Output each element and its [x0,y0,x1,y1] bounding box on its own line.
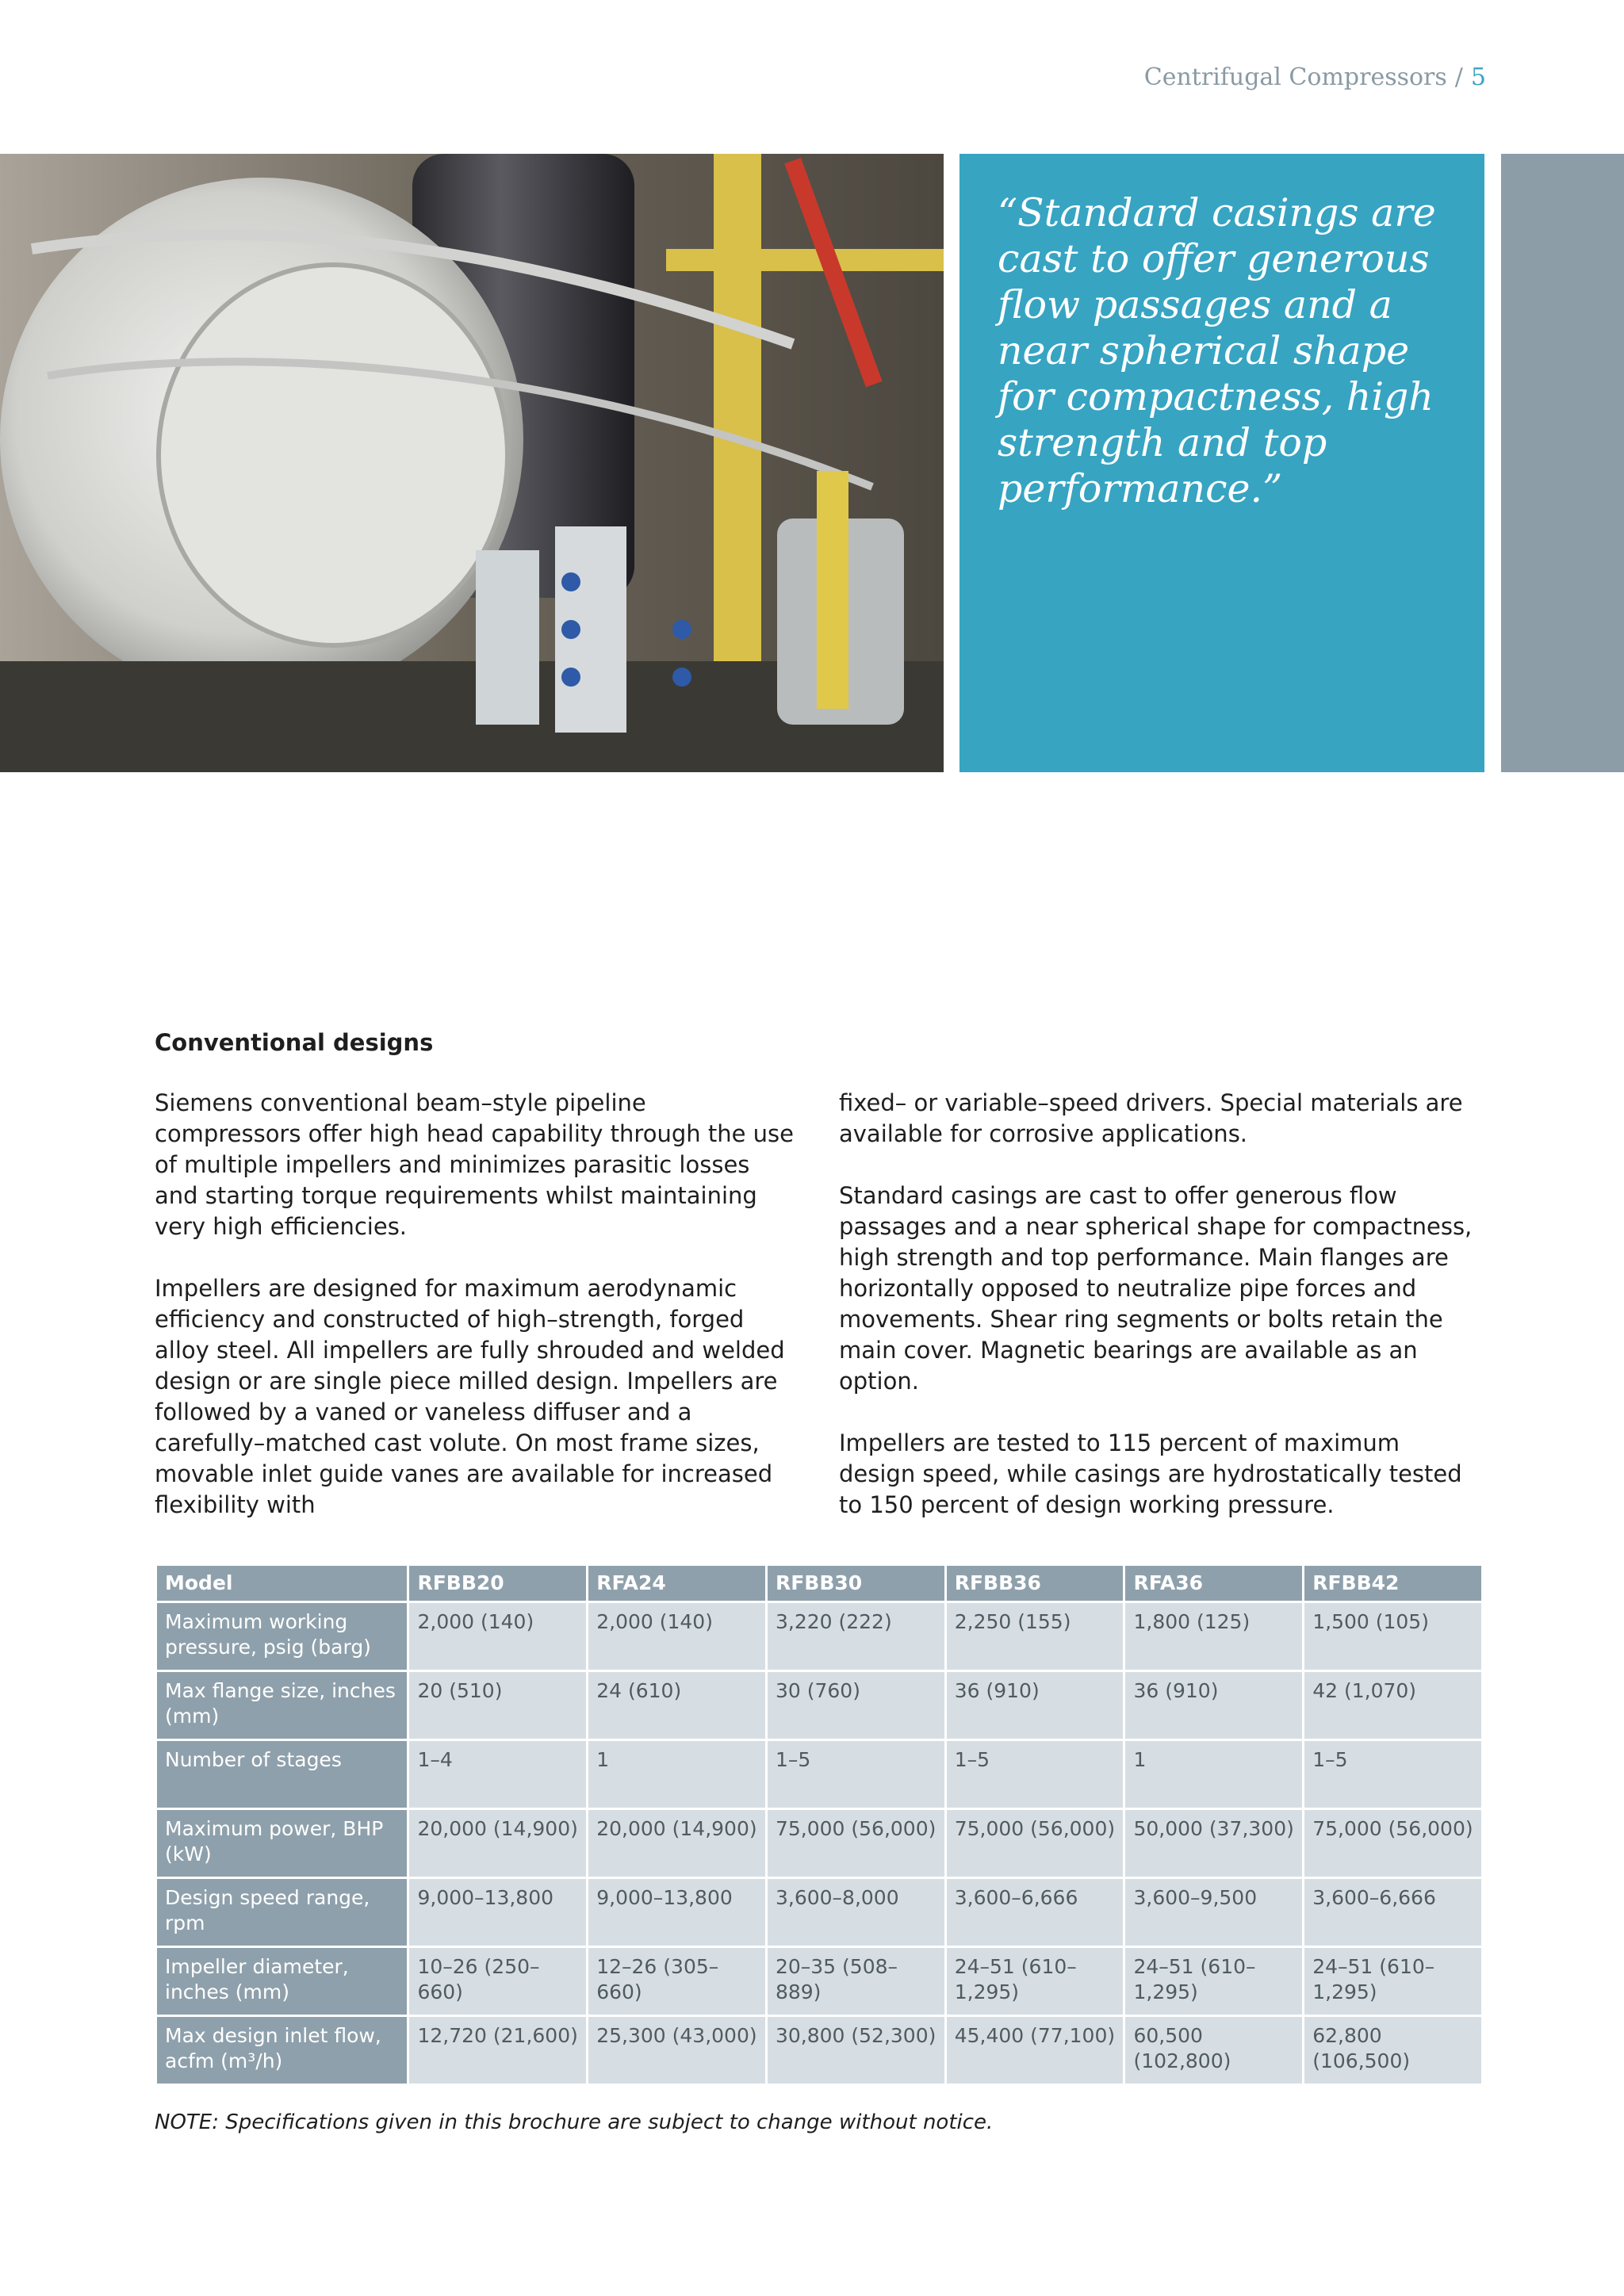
body-column-right [839,1088,1481,1552]
table-cell: 45,400 (77,100) [947,2017,1124,2084]
table-cell: 3,600–9,500 [1125,1879,1302,1946]
table-cell: 1,500 (105) [1304,1603,1481,1670]
table-cell: 3,600–6,666 [1304,1879,1481,1946]
table-cell: 2,000 (140) [409,1603,586,1670]
row-label: Maximum working pressure, psig (barg) [157,1603,407,1670]
table-cell: 20,000 (14,900) [588,1810,765,1877]
pull-quote-text: “Standard casings are cast to offer generous flow passages and a near spherical shape for compactness, high strength and top performance.” [998,190,1436,511]
table-cell: 1,800 (125) [1125,1603,1302,1670]
header-title: Centrifugal Compressors [1143,63,1447,91]
table-cell: 20 (510) [409,1672,586,1739]
body-paragraph: Standard casings are cast to offer generous flow passages and a near spherical shape for compactness, high strength and top performance. Main flanges are horizontally opposed to neutralize pipe forces and movements. Shear ring segments or bolts retain the main cover. Magnetic bearings are available as an option. [839,1182,1473,1395]
table-cell: 20,000 (14,900) [409,1810,586,1877]
body-paragraph: Impellers are designed for maximum aerodynamic efficiency and constructed of high–strength, forged alloy steel. All impellers are fully shrouded and welded design or are single piece milled design. Impellers are followed by a vaned or vaneless diffuser and a carefully–matched cast volute. On most frame sizes, movable inlet guide vanes are available for increased flexibility with [155,1275,785,1518]
body-paragraph: Impellers are tested to 115 percent of maximum design speed, while casings are hydrostatically tested to 150 percent of design working pressure. [839,1429,1462,1518]
table-cell: 2,250 (155) [947,1603,1124,1670]
page-header [1144,63,1486,91]
table-row [157,1741,1481,1808]
row-label: Number of stages [157,1741,407,1808]
table-cell: 3,600–6,666 [947,1879,1124,1946]
table-cell: 1–5 [768,1741,944,1808]
table-row [157,1948,1481,2015]
table-cell: 1 [588,1741,765,1808]
compressor-photo-icon [0,154,944,772]
table-cell: 1 [1125,1741,1302,1808]
body-column-left [155,1088,797,1552]
table-cell: 36 (910) [1125,1672,1302,1739]
side-accent-bar [1501,154,1624,772]
table-cell: 9,000–13,800 [409,1879,586,1946]
pull-quote-box [959,154,1484,772]
table-row [157,1879,1481,1946]
table-cell: 75,000 (56,000) [947,1810,1124,1877]
table-cell: 75,000 (56,000) [768,1810,944,1877]
column-header: RFA24 [588,1566,765,1601]
table-cell: 20–35 (508–889) [768,1948,944,2015]
column-header: RFBB42 [1304,1566,1481,1601]
column-header: Model [157,1566,407,1601]
table-cell: 3,220 (222) [768,1603,944,1670]
table-cell: 36 (910) [947,1672,1124,1739]
specifications-table [155,1563,1484,2086]
table-cell: 75,000 (56,000) [1304,1810,1481,1877]
table-cell: 24–51 (610–1,295) [1125,1948,1302,2015]
table-cell: 62,800 (106,500) [1304,2017,1481,2084]
row-label: Design speed range, rpm [157,1879,407,1946]
section-title: Conventional designs [155,1029,434,1056]
table-cell: 24–51 (610–1,295) [1304,1948,1481,2015]
table-row [157,1603,1481,1670]
table-header-row [157,1566,1481,1601]
table-row [157,1672,1481,1739]
column-header: RFBB36 [947,1566,1124,1601]
table-cell: 30 (760) [768,1672,944,1739]
table-cell: 10–26 (250–660) [409,1948,586,2015]
table-cell: 1–5 [1304,1741,1481,1808]
table-cell: 9,000–13,800 [588,1879,765,1946]
disclaimer-note: NOTE: Specifications given in this brochure are subject to change without notice. [155,2110,994,2134]
compressor-photo [0,154,944,772]
table-cell: 30,800 (52,300) [768,2017,944,2084]
table-cell: 42 (1,070) [1304,1672,1481,1739]
table-cell: 1–4 [409,1741,586,1808]
body-paragraph: fixed– or variable–speed drivers. Special materials are available for corrosive applications. [839,1089,1463,1147]
table-cell: 24–51 (610–1,295) [947,1948,1124,2015]
table-cell: 12,720 (21,600) [409,2017,586,2084]
table-cell: 1–5 [947,1741,1124,1808]
table-cell: 12–26 (305–660) [588,1948,765,2015]
column-header: RFBB30 [768,1566,944,1601]
table-cell: 60,500 (102,800) [1125,2017,1302,2084]
body-paragraph: Siemens conventional beam–style pipeline compressors offer high head capability through the use of multiple impellers and minimizes parasitic losses and starting torque requirements whilst maintaining very high efficiencies. [155,1089,794,1240]
row-label: Max design inlet flow, acfm (m³/h) [157,2017,407,2084]
table-cell: 2,000 (140) [588,1603,765,1670]
row-label: Maximum power, BHP (kW) [157,1810,407,1877]
table-cell: 24 (610) [588,1672,765,1739]
table-cell: 3,600–8,000 [768,1879,944,1946]
row-label: Impeller diameter, inches (mm) [157,1948,407,2015]
table-row [157,2017,1481,2084]
table-cell: 50,000 (37,300) [1125,1810,1302,1877]
column-header: RFBB20 [409,1566,586,1601]
column-header: RFA36 [1125,1566,1302,1601]
table-cell: 25,300 (43,000) [588,2017,765,2084]
table-row [157,1810,1481,1877]
header-separator: / [1454,63,1463,91]
row-label: Max flange size, inches (mm) [157,1672,407,1739]
page-number: 5 [1470,63,1486,91]
